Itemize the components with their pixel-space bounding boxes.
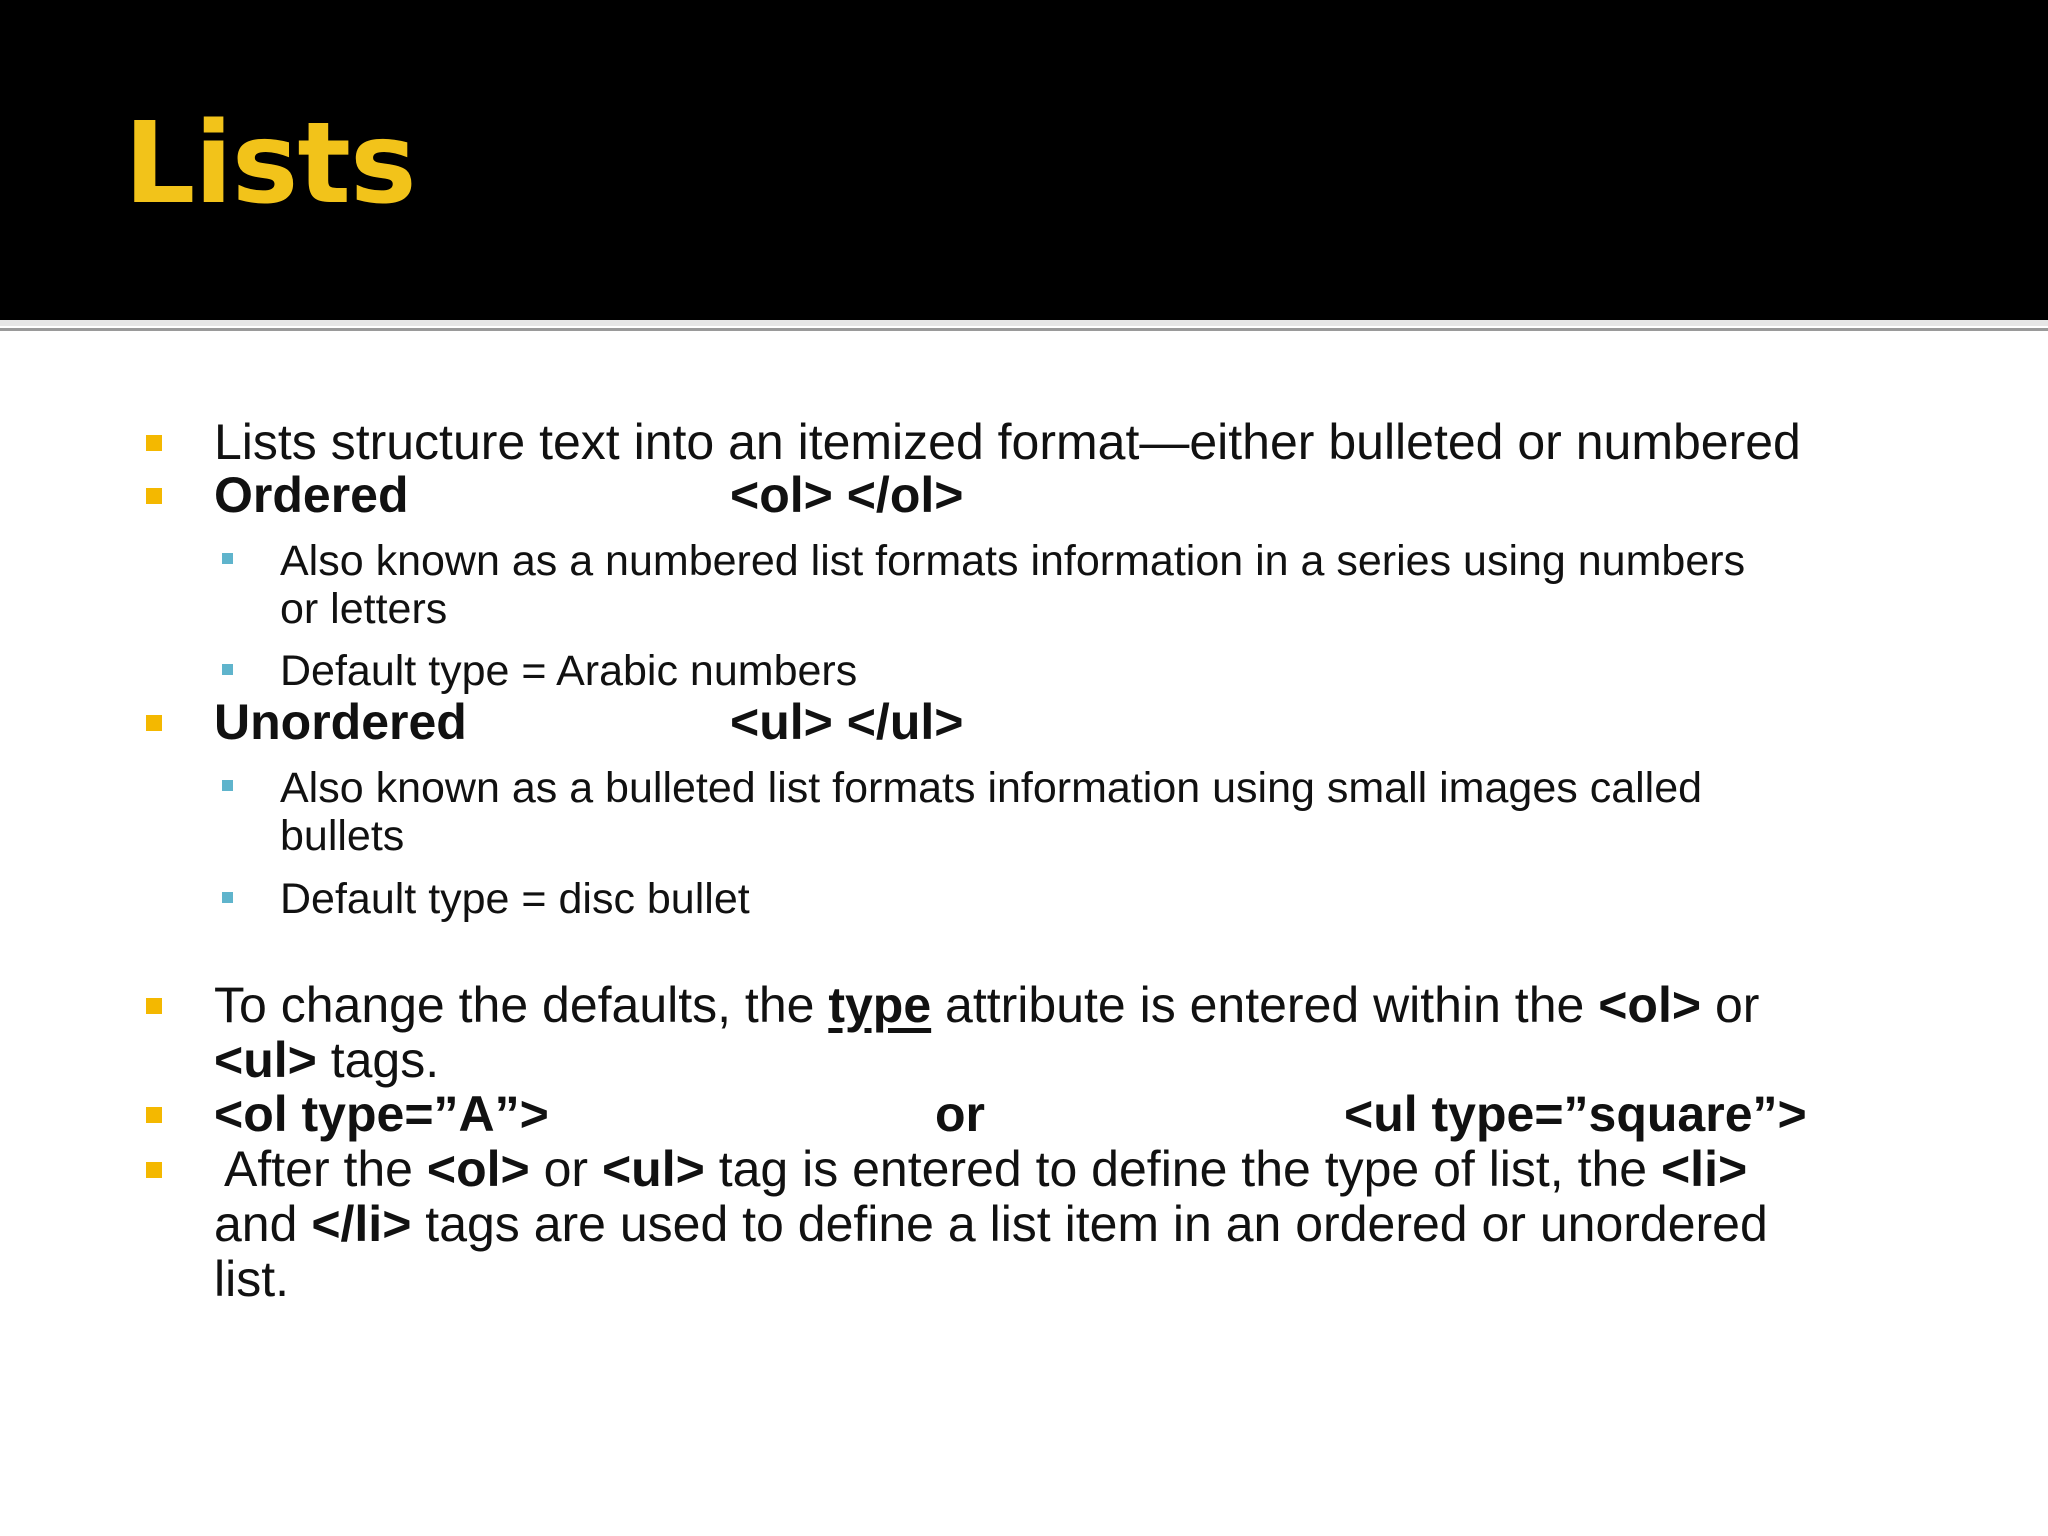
unordered-tag: <ul> </ul> xyxy=(730,694,964,750)
unordered-desc-line1: Also known as a bulleted list formats information using small images called xyxy=(280,764,1703,812)
after-line2 xyxy=(214,1196,1768,1252)
ordered-tag: <ol> </ol> xyxy=(730,467,964,523)
ordered-desc-line1: Also known as a numbered list formats information in a series using numbers xyxy=(280,537,1746,585)
sub-bullet-square-icon xyxy=(222,553,233,564)
sub-bullet-square-icon xyxy=(222,780,233,791)
bullet-square-icon xyxy=(146,998,162,1014)
after-text-rest: tags are used to define a list item in an ordered or unordered xyxy=(411,1196,1768,1252)
after-text-mid: tag is entered to define the type of list, the xyxy=(704,1141,1661,1197)
ordered-desc-line2: or letters xyxy=(280,585,448,633)
example-or: or xyxy=(935,1086,985,1142)
unordered-label: Unordered xyxy=(214,694,467,750)
sub-bullet-square-icon xyxy=(222,892,233,903)
example-ul-type: <ul type=”square”> xyxy=(1344,1086,1807,1142)
unordered-desc-line2: bullets xyxy=(280,812,405,860)
ul-tag: <ul> xyxy=(214,1032,317,1088)
after-close-li-tag: </li> xyxy=(311,1196,412,1252)
after-text-pre: After the xyxy=(224,1141,427,1197)
unordered-default-type: Default type = disc bullet xyxy=(280,875,750,923)
type-attribute: type xyxy=(828,977,932,1033)
after-text-or: or xyxy=(529,1141,602,1197)
ol-tag: <ol> xyxy=(1598,977,1702,1033)
ordered-label: Ordered xyxy=(214,467,409,523)
slide-title: Lists xyxy=(124,99,416,229)
bullet-square-icon xyxy=(146,715,162,731)
bullet-square-icon xyxy=(146,488,162,504)
change-text-pre: To change the defaults, the xyxy=(214,977,829,1033)
bullet-lists-intro: Lists structure text into an itemized format—either bulleted or numbered xyxy=(214,414,1801,470)
bullet-square-icon xyxy=(146,435,162,451)
example-ol-type: <ol type=”A”> xyxy=(214,1086,549,1142)
change-defaults-line1 xyxy=(214,977,1760,1033)
after-li-tag: <li> xyxy=(1660,1141,1748,1197)
bullet-square-icon xyxy=(146,1107,162,1123)
bullet-square-icon xyxy=(146,1162,162,1178)
change-text-tags: tags. xyxy=(316,1032,440,1088)
change-defaults-line2 xyxy=(214,1032,440,1088)
change-text-mid: attribute is entered within the xyxy=(931,977,1599,1033)
after-line1 xyxy=(224,1141,1748,1197)
after-line3: list. xyxy=(214,1251,289,1307)
after-ul-tag: <ul> xyxy=(601,1141,705,1197)
ordered-default-type: Default type = Arabic numbers xyxy=(280,647,858,695)
sub-bullet-square-icon xyxy=(222,664,233,675)
after-ol-tag: <ol> xyxy=(426,1141,530,1197)
after-text-and: and xyxy=(214,1196,312,1252)
change-text-or: or xyxy=(1701,977,1760,1033)
